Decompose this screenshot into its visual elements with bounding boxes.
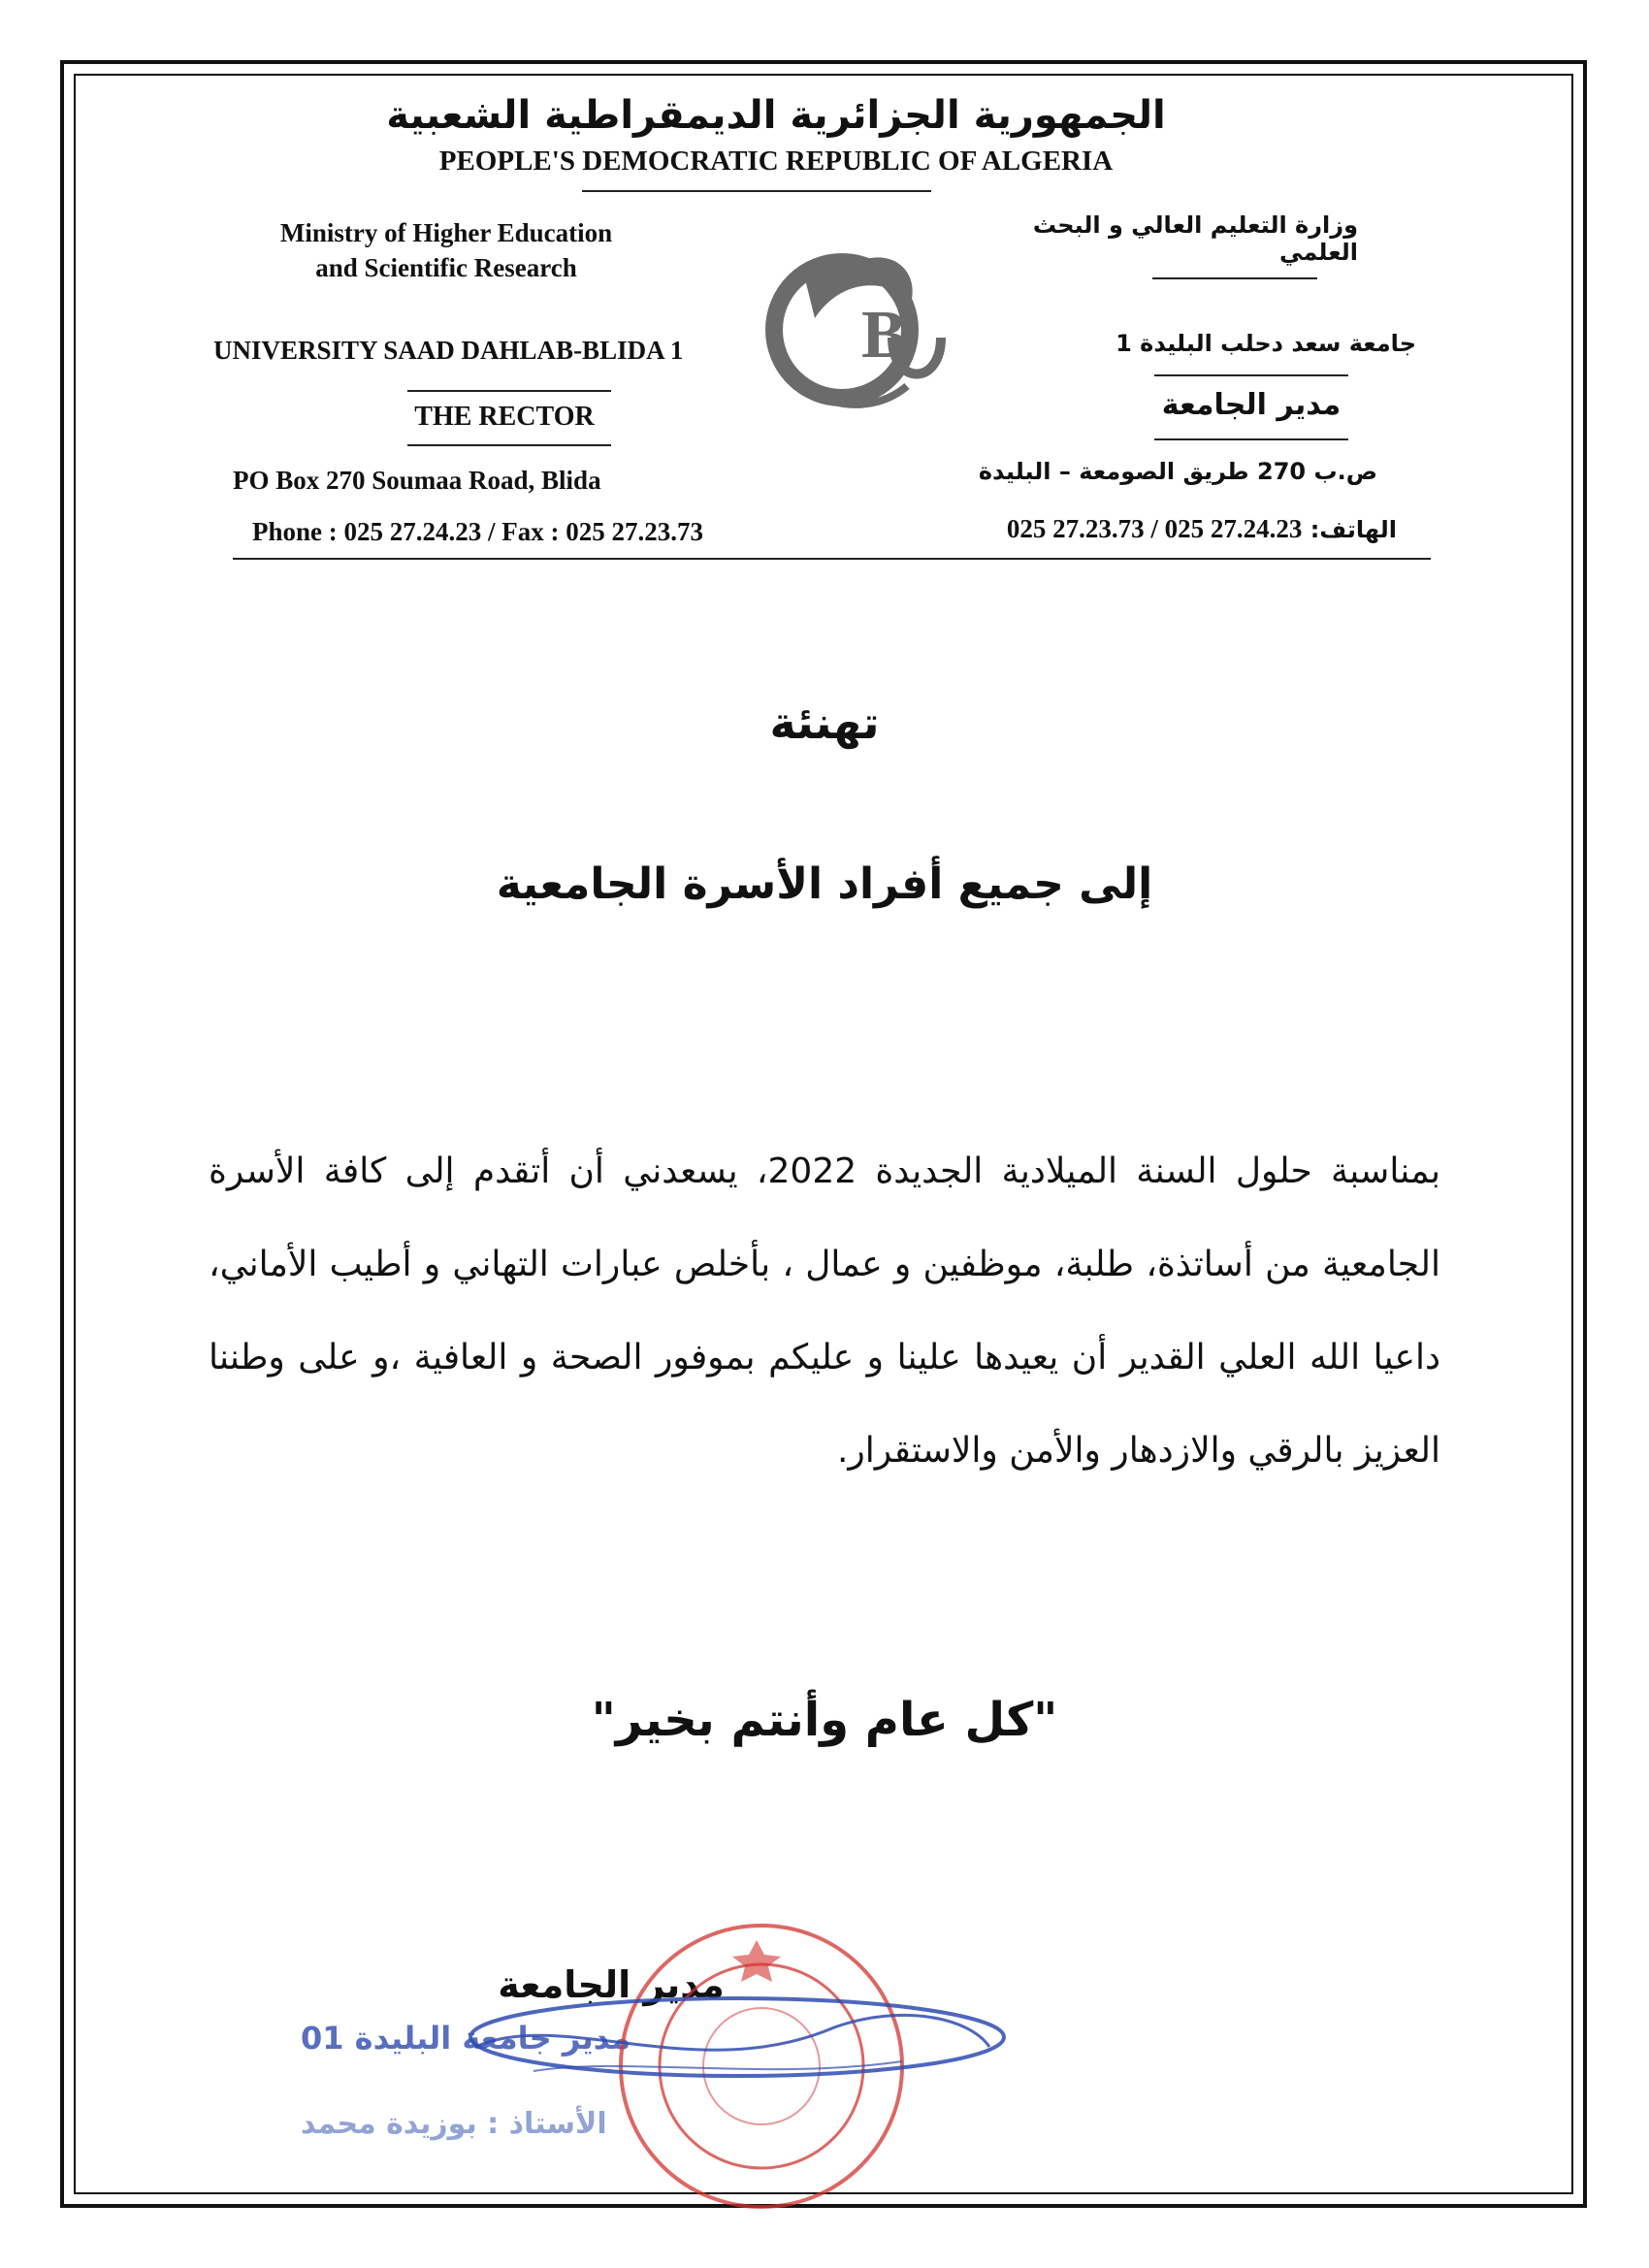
header-divider (582, 190, 931, 192)
university-logo-icon (747, 221, 951, 425)
country-name-arabic: الجمهورية الجزائرية الديمقراطية الشعبية (386, 93, 1166, 138)
university-name-english: UNIVERSITY SAAD DAHLAB-BLIDA 1 (213, 336, 684, 365)
address-arabic: ص.ب 270 طريق الصومعة – البليدة (978, 458, 1377, 485)
letterhead-divider (233, 558, 1431, 560)
rector-arabic-divider-top (1154, 374, 1348, 376)
letter-title: تهنئة (769, 697, 880, 749)
country-name-english: PEOPLE'S DEMOCRATIC REPUBLIC OF ALGERIA (438, 146, 1114, 177)
signature-stamp-person: الأستاذ : بوزيدة محمد (301, 2107, 607, 2141)
closing-wish: "كل عام وأنتم بخير" (591, 1693, 1058, 1747)
signature-title: مدير الجامعة (498, 1963, 725, 2006)
university-name-arabic: جامعة سعد دحلب البليدة 1 (1116, 330, 1416, 357)
letter-body: بمناسبة حلول السنة الميلادية الجديدة 2022، يسعدني أن أتقدم إلى كافة الأسرة الجامعية من أساتذة، طلبة، موظفين و عمال ، بأخلص عبارات التهاني و أطيب الأماني، داعيا الله العلي القدير أن يعيدها علينا و عليكم بموفور الصحة و العافية ،و على وطننا العزيز بالرقي والازدهار والأمن والاستقرار. (209, 1151, 1440, 1471)
ministry-arabic-divider (1152, 277, 1317, 279)
ministry-english (213, 215, 679, 285)
ministry-english-line2: and Scientific Research (315, 253, 577, 282)
phone-label-arabic: الهاتف: (1310, 516, 1397, 543)
office-arabic: مدير الجامعة (1161, 388, 1342, 422)
signature-scribble-icon (446, 1979, 1009, 2154)
handwritten-signature (446, 1979, 1009, 2154)
ministry-english-line1: Ministry of Higher Education (279, 218, 613, 247)
contact-english: Phone : 025 27.24.23 / Fax : 025 27.23.73 (252, 517, 703, 546)
ministry-arabic: وزارة التعليم العالي و البحث العلمي (1032, 211, 1358, 266)
phone-numbers-arabic: 025 27.23.73 / 025 27.24.23 (1006, 514, 1303, 543)
letter-addressee: إلى جميع أفراد الأسرة الجامعية (496, 859, 1153, 909)
svg-text:B: B (861, 298, 907, 373)
office-english: THE RECTOR (414, 402, 595, 432)
rector-divider-bottom (407, 444, 611, 446)
address-english: PO Box 270 Soumaa Road, Blida (233, 466, 601, 495)
rector-divider-top (407, 390, 611, 392)
contact-arabic (931, 514, 1397, 544)
university-logo (747, 221, 951, 425)
signature-stamp-name: مدير جامعة البليدة 01 (301, 2020, 631, 2057)
rector-arabic-divider-bottom (1154, 438, 1348, 440)
